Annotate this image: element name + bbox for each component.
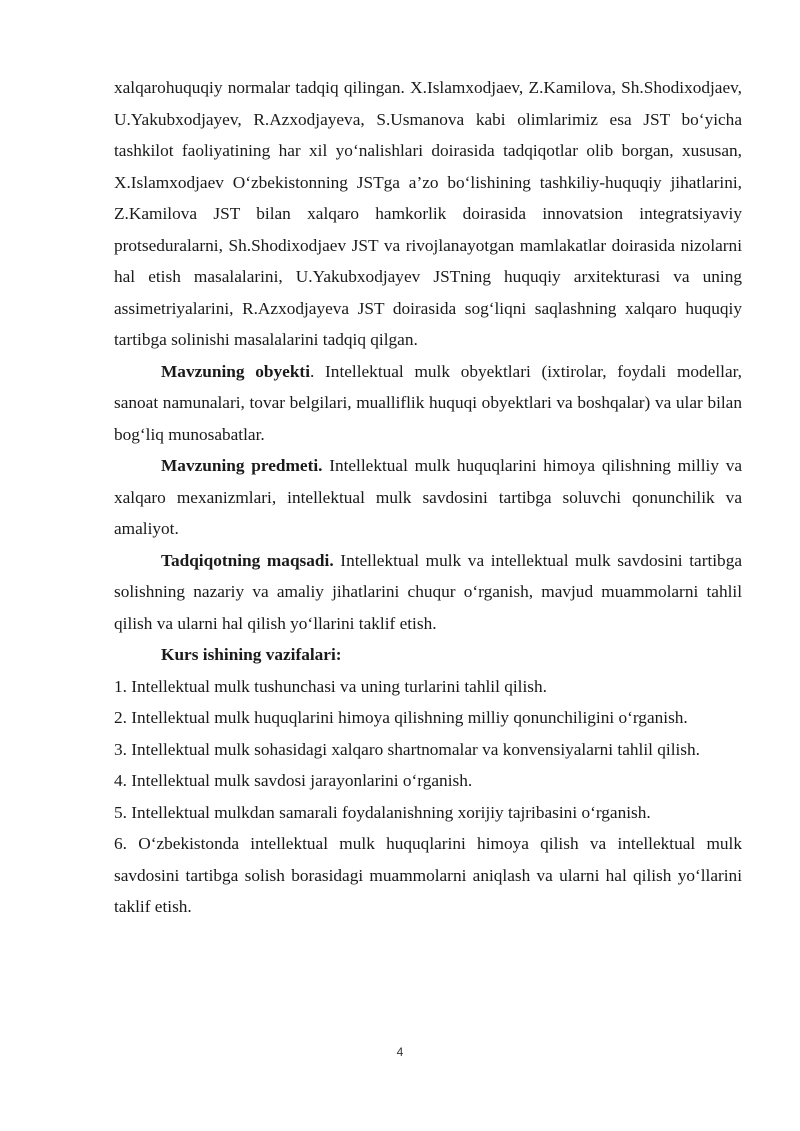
subject-paragraph: [114, 450, 742, 545]
object-paragraph: [114, 356, 742, 451]
subject-text: Intellektual mulk huquqlarini himoya qilishning milliy va xalqaro mexanizmlari, intellektual mulk savdosini tartibga soluvchi qonunchilik va amaliyot.: [114, 456, 742, 538]
page-body: [114, 72, 742, 923]
page-number: 4: [396, 1045, 404, 1059]
goal-text: Intellektual mulk va intellektual mulk savdosini tartibga solishning nazariy va amaliy jihatlarini chuqur o‘rganish, mavjud muammolarni tahlil qilish va ularni hal qilish yo‘llarini taklif etish.: [114, 550, 743, 633]
intro-paragraph: xalqarohuquqiy normalar tadqiq qilingan. X.Islamxodjaev, Z.Kamilova, Sh.Shodixodjaev, U.Yakubxodjayev, R.Azxodjayeva, S.Usmanova kabi olimlarimiz esa JST bo‘yicha tashkilot faoliyatining har xil yo‘nalishlari doirasida tadqiqotlar olib borgan, xususan, X.Islamxodjaev O‘zbekistonning JSTga a’zo bo‘lishining tashkiliy-huquqiy jihatlarini, Z.Kamilova JST bilan xalqaro hamkorlik doirasida innovatsion integratsiyaviy protseduralarni, Sh.Shodixodjaev JST va rivojlanayotgan mamlakatlar doirasida nizolarni hal etish masalalarini, U.Yakubxodjayev JSTning huquqiy arxitekturasi va uning assimetriyalarini, R.Azxodjayeva JST doirasida sog‘liqni saqlashning xalqaro huquqiy tartibga solinishi masalalarini tadqiq qilgan.: [114, 78, 742, 349]
task-item-4: 4. Intellektual mulk savdosi jarayonlarini o‘rganish.: [114, 771, 473, 790]
object-term: Mavzuning obyekti: [161, 361, 310, 381]
task-item-5: 5. Intellektual mulkdan samarali foydalanishning xorijiy tajribasini o‘rganish.: [114, 802, 651, 822]
task-item-2: 2. Intellektual mulk huquqlarini himoya qilishning milliy qonunchiligini o‘rganish.: [114, 708, 688, 727]
task-item-6: 6. O‘zbekistonda intellektual mulk huquqlarini himoya qilish va intellektual mulk savdosini tartibga solish borasidagi muammolarni aniqlash va ularni hal qilish yo‘llarini taklif etish.: [114, 834, 742, 916]
subject-term: Mavzuning predmeti.: [161, 456, 323, 475]
goal-paragraph: [114, 545, 742, 640]
task-item-1: 1. Intellektual mulk tushunchasi va uning turlarini tahlil qilish.: [114, 676, 547, 696]
object-text: . Intellektual mulk obyektlari (ixtirolar, foydali modellar, sanoat namunalari, tovar belgilari, mualliflik huquqi obyektlari va boshqalar) va ular bilan bog‘liq munosabatlar.: [114, 361, 742, 444]
tasks-heading: Kurs ishining vazifalari:: [161, 645, 342, 664]
goal-term: Tadqiqotning maqsadi.: [161, 550, 334, 570]
task-item-3: 3. Intellektual mulk sohasidagi xalqaro shartnomalar va konvensiyalarni tahlil qilish.: [114, 739, 700, 759]
